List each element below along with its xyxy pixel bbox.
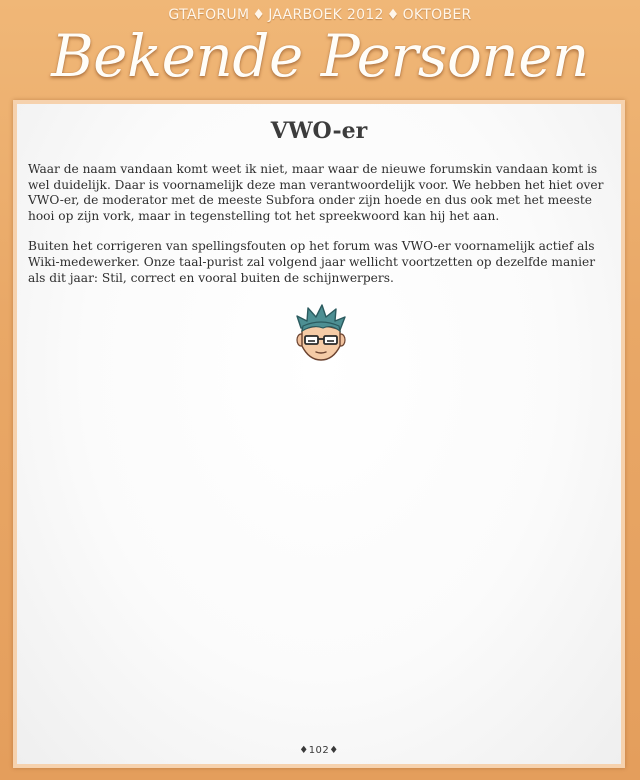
page-content — [17, 104, 621, 764]
article-paragraph: Buiten het corrigeren van spellingsfouten op het forum was VWO-er voornamelijk actief als Wiki-medewerker. Onze taal-purist zal volgend jaar wellicht voortzetten op dezelfde manier als dit jaar: Stil, correct en vooral buiten de schijnwerpers. — [28, 239, 596, 285]
article-paragraph: Waar de naam vandaan komt weet ik niet, maar waar de nieuwe forumskin vandaan komt is wel duidelijk. Daar is voornamelijk deze man verantwoordelijk voor. We hebben het hiet over VWO-er, de moderator met de meeste Subfora onder zijn hoede en dus ook met het meeste hooi op zijn vork, maar in tegenstelling tot het spreekwoord kan hij het aan. — [28, 162, 604, 223]
header-title: Bekende Personen — [51, 22, 589, 90]
subtitle-forum: GTAFORUM — [168, 7, 250, 23]
subtitle-month: OKTOBER — [402, 7, 472, 23]
article-title: VWO-er — [270, 118, 368, 144]
page-number: ♦102♦ — [299, 745, 339, 756]
subtitle-yearbook: JAARBOEK 2012 — [268, 7, 384, 23]
subtitle-separator: ♦ — [386, 7, 400, 23]
cartoon-face-with-glasses-icon — [293, 304, 349, 364]
header-subtitle — [0, 7, 640, 23]
page-frame — [13, 100, 625, 768]
subtitle-separator: ♦ — [252, 7, 266, 23]
